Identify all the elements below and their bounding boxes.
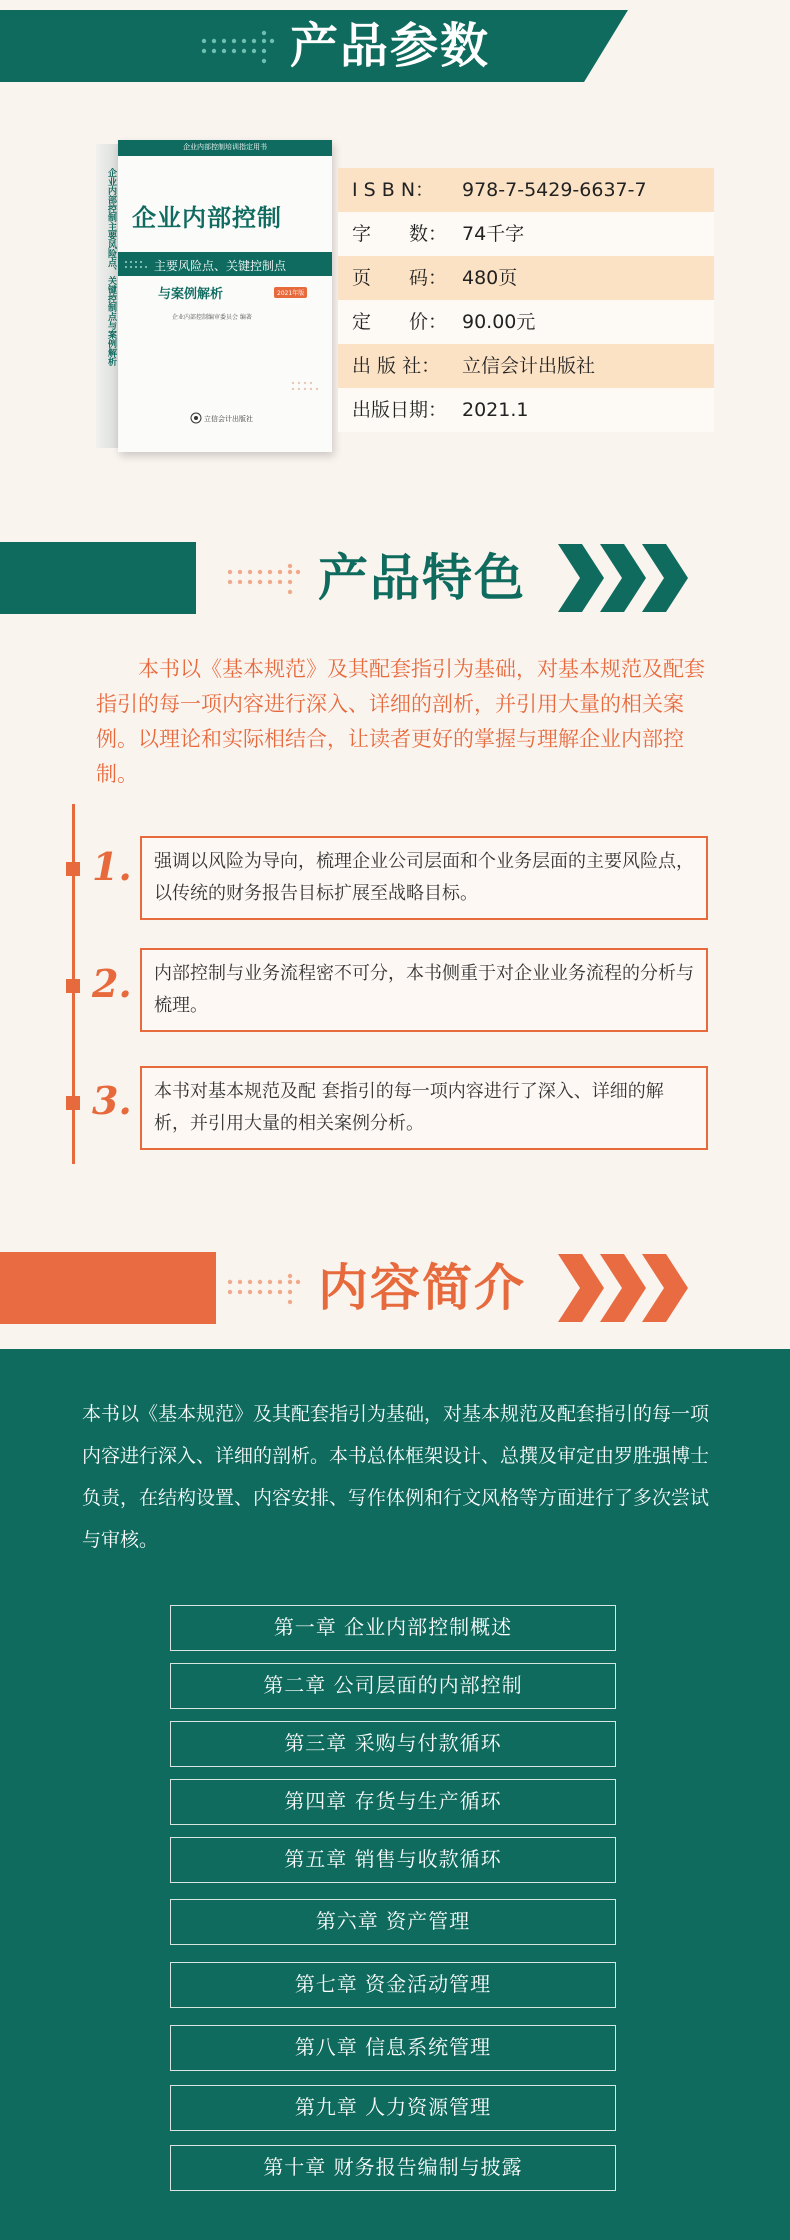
param-value: 74千字 bbox=[462, 223, 525, 245]
params-table bbox=[338, 168, 714, 432]
book-series: 企业内部控制培训指定用书 bbox=[183, 143, 267, 151]
features-header-bar bbox=[0, 542, 196, 614]
param-value: 立信会计出版社 bbox=[462, 355, 596, 377]
book-cover bbox=[96, 140, 332, 452]
content-title: 内容简介 bbox=[318, 1258, 526, 1317]
dot-grid-icon bbox=[226, 562, 306, 596]
content-intro: 本书以《基本规范》及其配套指引为基础，对基本规范及配套指引的每一项内容进行深入、详细的剖析。本书总体框架设计、总撰及审定由罗胜强博士负责，在结构设置、内容安排、写作体例和行文风格等方面进行了多次尝试与审核。 bbox=[82, 1403, 710, 1551]
book-subtitle-1: 主要风险点、关键控制点 bbox=[154, 259, 287, 273]
param-label: 出版日期： bbox=[352, 399, 448, 421]
timeline-marker bbox=[66, 1096, 80, 1110]
chapter-item: 第九章 人力资源管理 bbox=[170, 2085, 616, 2131]
params-row-date bbox=[338, 388, 714, 432]
feature-number: 3. bbox=[92, 1078, 132, 1123]
dot-grid-icon bbox=[124, 260, 150, 270]
dot-grid-icon bbox=[200, 27, 280, 67]
feature-box bbox=[140, 836, 708, 920]
params-row-pages bbox=[338, 256, 714, 300]
feature-number: 2. bbox=[92, 961, 132, 1006]
feature-text: 强调以风险为导向，梳理企业公司层面和个业务层面的主要风险点，以传统的财务报告目标扩展至战略目标。 bbox=[154, 851, 694, 904]
chapter-item: 第五章 销售与收款循环 bbox=[170, 1837, 616, 1883]
publisher-logo-icon bbox=[190, 412, 202, 424]
chapter-item: 第七章 资金活动管理 bbox=[170, 1962, 616, 2008]
content-header-bar bbox=[0, 1252, 216, 1324]
param-label: 页 码： bbox=[352, 267, 448, 289]
param-label: 字 数： bbox=[352, 223, 448, 245]
feature-box bbox=[140, 948, 708, 1032]
param-value: 90.00元 bbox=[462, 311, 536, 333]
param-value: 978-7-5429-6637-7 bbox=[462, 179, 647, 201]
dot-grid-icon bbox=[226, 1272, 306, 1306]
chapter-item: 第十章 财务报告编制与披露 bbox=[170, 2145, 616, 2191]
book-subtitle-2: 与案例解析 bbox=[158, 287, 224, 302]
params-row-wordcount bbox=[338, 212, 714, 256]
param-label: 出 版 社： bbox=[352, 355, 441, 377]
param-value: 2021.1 bbox=[462, 399, 529, 421]
feature-text: 内部控制与业务流程密不可分，本书侧重于对企业业务流程的分析与梳理。 bbox=[154, 963, 694, 1016]
chapter-item: 第一章 企业内部控制概述 bbox=[170, 1605, 616, 1651]
book-publisher: 立信会计出版社 bbox=[204, 415, 253, 423]
chapter-item: 第二章 公司层面的内部控制 bbox=[170, 1663, 616, 1709]
param-label: 定 价： bbox=[352, 311, 448, 333]
features-intro: 本书以《基本规范》及其配套指引为基础，对基本规范及配套指引的每一项内容进行深入、详细的剖析，并引用大量的相关案例。以理论和实际相结合，让读者更好的掌握与理解企业内部控制。 bbox=[96, 657, 705, 786]
feature-box bbox=[140, 1066, 708, 1150]
dot-grid-icon bbox=[290, 380, 320, 394]
params-row-isbn bbox=[338, 168, 714, 212]
params-row-price bbox=[338, 300, 714, 344]
feature-number: 1. bbox=[92, 844, 132, 889]
feature-text: 本书对基本规范及配 套指引的每一项内容进行了深入、详细的解析，并引用大量的相关案例分析。 bbox=[154, 1081, 664, 1134]
chapter-item: 第四章 存货与生产循环 bbox=[170, 1779, 616, 1825]
timeline-marker bbox=[66, 862, 80, 876]
chapter-item: 第三章 采购与付款循环 bbox=[170, 1721, 616, 1767]
book-title: 企业内部控制 bbox=[132, 203, 282, 232]
chevron-arrows-icon bbox=[558, 1254, 698, 1322]
book-spine-text: 企业内部控制主要风险点、关键控制点与案例解析 bbox=[106, 168, 116, 366]
chevron-arrows-icon bbox=[558, 544, 698, 612]
book-year-badge: 2021年版 bbox=[274, 287, 307, 298]
param-label: I S B N： bbox=[352, 179, 435, 201]
features-title: 产品特色 bbox=[318, 548, 526, 607]
timeline-marker bbox=[66, 979, 80, 993]
params-title: 产品参数 bbox=[290, 18, 491, 74]
book-editor: 企业内部控制编审委员会 编著 bbox=[172, 314, 252, 321]
param-value: 480页 bbox=[462, 267, 518, 289]
book-front bbox=[118, 140, 332, 452]
chapter-item: 第八章 信息系统管理 bbox=[170, 2025, 616, 2071]
chapter-item: 第六章 资产管理 bbox=[170, 1899, 616, 1945]
params-row-publisher bbox=[338, 344, 714, 388]
